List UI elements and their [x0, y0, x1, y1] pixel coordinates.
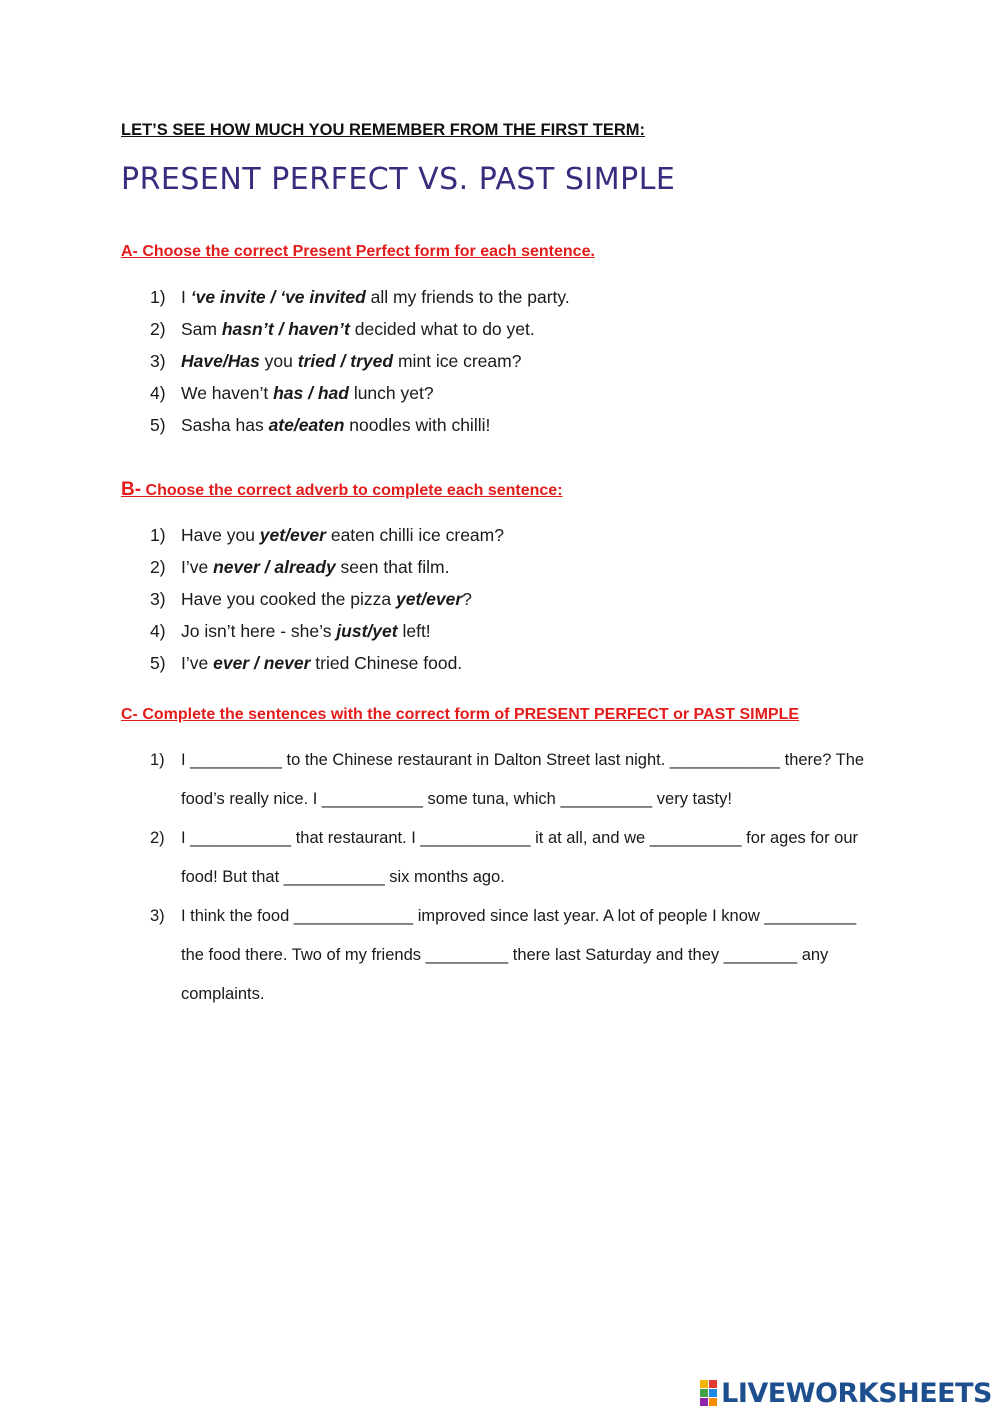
item-number: 1): [150, 525, 166, 545]
answer-options: ‘ve invite / ‘ve invited: [190, 287, 366, 307]
logo-text: LIVEWORKSHEETS: [721, 1377, 992, 1409]
sentence-fragment: Have you cooked the pizza: [181, 589, 396, 609]
answer-options: hasn’t / haven’t: [221, 319, 350, 339]
logo-square: [709, 1380, 717, 1388]
fill-in-line: complaints.: [181, 985, 265, 1003]
section-c-list: [150, 746, 890, 1019]
answer-options: never / already: [213, 557, 336, 577]
section-a-heading: A- Choose the correct Present Perfect form for each sentence.: [121, 243, 595, 260]
sentence-fragment: decided what to do yet.: [349, 319, 535, 339]
fill-in-item: [150, 746, 890, 824]
item-sentence: [181, 586, 472, 612]
sentence-fragment: ?: [462, 589, 472, 609]
answer-options: ever / never: [213, 653, 311, 673]
item-number: 1): [150, 751, 165, 769]
item-sentence: [181, 348, 521, 374]
logo-square: [709, 1389, 717, 1397]
section-b-heading: [121, 479, 563, 501]
intro-heading: LET’S SEE HOW MUCH YOU REMEMBER FROM THE FIRST TERM:: [121, 121, 646, 139]
sentence-fragment: Sasha has: [181, 415, 269, 435]
section-b-heading-text: Choose the correct adverb to complete each sentence:: [141, 482, 563, 499]
page-title: PRESENT PERFECT VS. PAST SIMPLE: [121, 162, 676, 197]
sentence-fragment: left!: [397, 621, 431, 641]
section-c-heading: C- Complete the sentences with the correct form of PRESENT PERFECT or PAST SIMPLE: [121, 706, 800, 723]
fill-in-line: I think the food _____________ improved since last year. A lot of people I know __________: [181, 907, 857, 925]
fill-in-line: food’s really nice. I ___________ some tuna, which __________ very tasty!: [181, 790, 732, 808]
sentence-fragment: eaten chilli ice cream?: [325, 525, 504, 545]
item-number: 3): [150, 907, 165, 925]
item-number: 2): [150, 319, 166, 339]
item-number: 4): [150, 383, 166, 403]
answer-options: yet/ever: [259, 525, 326, 545]
section-b-letter: B-: [121, 479, 142, 500]
item-sentence: [181, 618, 431, 644]
item-number: 2): [150, 557, 166, 577]
sentence-fragment: I’ve: [181, 557, 214, 577]
item-number: 5): [150, 653, 166, 673]
sentence-fragment: I: [181, 287, 191, 307]
answer-options: has / had: [273, 383, 349, 403]
sentence-fragment: mint ice cream?: [393, 351, 522, 371]
item-sentence: [181, 284, 570, 310]
sentence-fragment: you: [259, 351, 298, 371]
item-sentence: [181, 316, 535, 342]
fill-in-line: I __________ to the Chinese restaurant in Dalton Street last night. ____________ there? The: [181, 751, 865, 769]
item-sentence: [181, 650, 462, 676]
fill-in-item: [150, 902, 890, 1019]
answer-options: ate/eaten: [268, 415, 345, 435]
item-sentence: [181, 554, 450, 580]
liveworksheets-logo: [700, 1376, 992, 1410]
item-sentence: [181, 380, 434, 406]
logo-mark-icon: [700, 1380, 717, 1406]
logo-square: [700, 1398, 708, 1406]
answer-options: just/yet: [336, 621, 398, 641]
sentence-fragment: I’ve: [181, 653, 214, 673]
sentence-fragment: lunch yet?: [348, 383, 434, 403]
sentence-fragment: Sam: [181, 319, 222, 339]
sentence-fragment: We haven’t: [181, 383, 274, 403]
item-number: 3): [150, 589, 166, 609]
logo-square: [700, 1389, 708, 1397]
answer-options: yet/ever: [396, 589, 463, 609]
logo-square: [709, 1398, 717, 1406]
sentence-fragment: noodles with chilli!: [344, 415, 491, 435]
answer-options: Have/Has: [181, 351, 260, 371]
fill-in-line: the food there. Two of my friends _________ there last Saturday and they ________ any: [181, 946, 829, 964]
item-number: 1): [150, 287, 166, 307]
item-number: 3): [150, 351, 166, 371]
sentence-fragment: tried Chinese food.: [310, 653, 463, 673]
logo-square: [700, 1380, 708, 1388]
sentence-fragment: Have you: [181, 525, 260, 545]
item-number: 5): [150, 415, 166, 435]
sentence-fragment: Jo isn’t here - she’s: [181, 621, 337, 641]
item-number: 4): [150, 621, 166, 641]
fill-in-line: I ___________ that restaurant. I ____________ it at all, and we __________ for ages for our: [181, 829, 859, 847]
item-sentence: [181, 412, 490, 438]
fill-in-item: [150, 824, 890, 902]
sentence-fragment: all my friends to the party.: [365, 287, 570, 307]
sentence-fragment: seen that film.: [335, 557, 450, 577]
item-number: 2): [150, 829, 165, 847]
fill-in-line: food! But that ___________ six months ago.: [181, 868, 505, 886]
item-sentence: [181, 522, 504, 548]
answer-options: tried / tryed: [297, 351, 394, 371]
